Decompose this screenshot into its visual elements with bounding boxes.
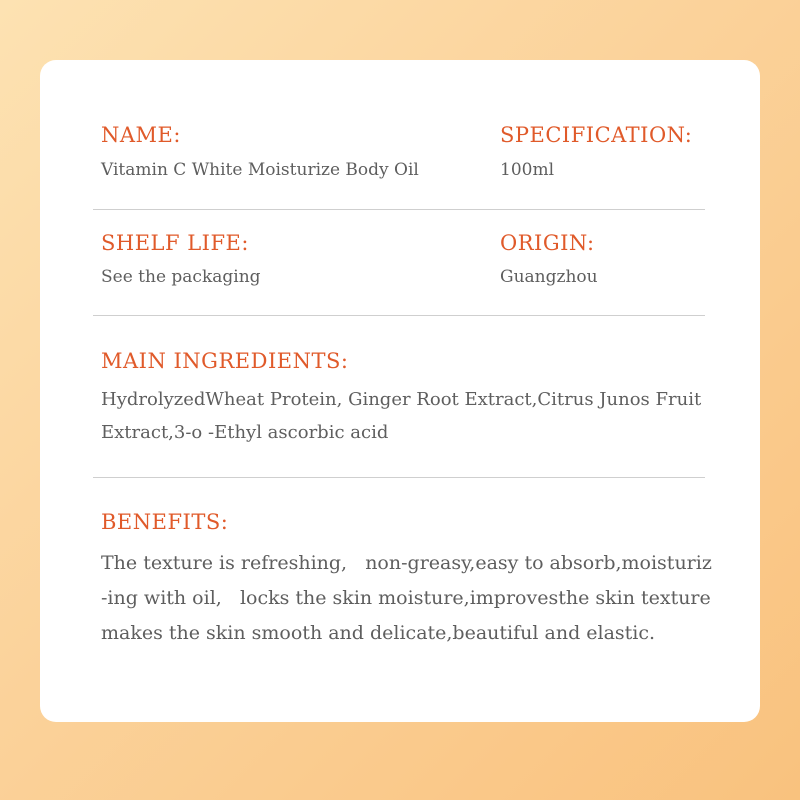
name-value: Vitamin C White Moisturize Body Oil (101, 160, 419, 180)
benefits-text: The texture is refreshing, non-greasy,easy to absorb,moisturiz -ing with oil, locks the skin moisture,improvesthe skin texture makes the skin smooth and delicate,beautiful and elastic. (101, 552, 712, 644)
specification-value: 100ml (500, 160, 555, 180)
origin-value: Guangzhou (500, 267, 598, 287)
specification-label: SPECIFICATION: (500, 123, 693, 147)
origin-label: ORIGIN: (500, 231, 595, 255)
main-ingredients-text: HydrolyzedWheat Protein, Ginger Root Extract,Citrus Junos Fruit Extract,3-o -Ethyl ascorbic acid (101, 389, 702, 443)
divider (93, 315, 705, 316)
name-label: NAME: (101, 123, 181, 147)
product-info-card (40, 60, 760, 722)
divider (93, 209, 705, 210)
main-ingredients-label: MAIN INGREDIENTS: (101, 349, 349, 373)
divider (93, 477, 705, 478)
benefits-label: BENEFITS: (101, 510, 229, 534)
shelf-life-label: SHELF LIFE: (101, 231, 249, 255)
shelf-life-value: See the packaging (101, 267, 261, 287)
